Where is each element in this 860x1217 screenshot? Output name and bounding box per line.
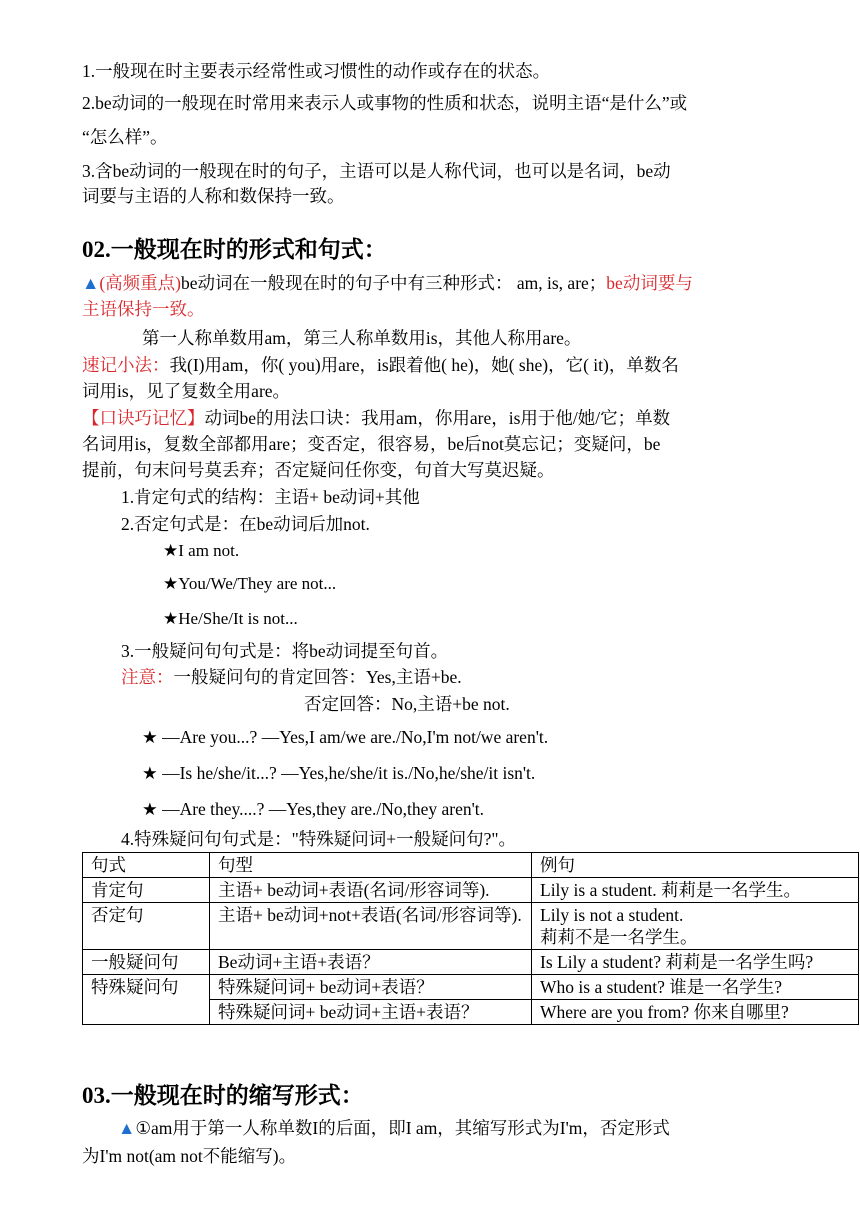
agreement-note: be动词要与 xyxy=(606,273,693,293)
contraction-line-2: 为I'm not(am not不能缩写)。 xyxy=(82,1146,297,1166)
intro-line-4: 3.含be动词的一般现在时的句子，主语可以是人称代词，也可以是名词，be动 xyxy=(82,161,671,181)
rule-affirmative: 1.肯定句式的结构：主语+ be动词+其他 xyxy=(121,487,420,507)
table-cell: 主语+ be动词+not+表语(名词/形容词等). xyxy=(210,903,532,950)
table-cell: 肯定句 xyxy=(83,878,210,903)
question-example-3: ★ —Are they....? —Yes,they are./No,they aren't. xyxy=(142,799,485,819)
be-forms-text: be动词在一般现在时的句子中有三种形式： am, is, are； xyxy=(180,273,607,293)
quick-memory-line xyxy=(82,354,679,376)
high-frequency-line xyxy=(82,272,693,294)
intro-line-2: 2.be动词的一般现在时常用来表示人或事物的性质和状态，说明主语“是什么”或 xyxy=(82,93,688,113)
contraction-text: ①am用于第一人称单数I的后面，即I am，其缩写形式为I'm，否定形式 xyxy=(135,1118,670,1138)
mnemonic-line xyxy=(82,407,670,429)
table-header-row xyxy=(83,853,859,878)
quick-memory-label: 速记小法： xyxy=(82,355,170,375)
agreement-note-cont: 主语保持一致。 xyxy=(82,299,205,319)
table-row xyxy=(83,878,859,903)
section-02-title: 02.一般现在时的形式和句式： xyxy=(82,237,387,262)
table-cell: 特殊疑问句 xyxy=(83,975,210,1025)
table-cell: Be动词+主语+表语？ xyxy=(210,950,532,975)
intro-line-3: “怎么样”。 xyxy=(82,127,168,147)
section-03-title: 03.一般现在时的缩写形式： xyxy=(82,1083,364,1108)
contraction-line-1 xyxy=(118,1117,670,1139)
table-cell: 一般疑问句 xyxy=(83,950,210,975)
table-row xyxy=(83,903,859,950)
sentence-pattern-table xyxy=(82,852,859,1025)
table-cell-line: Lily is not a student. xyxy=(540,905,684,925)
quick-memory-cont: 词用is，见了复数全用are。 xyxy=(82,381,291,401)
table-cell: Is Lily a student? 莉莉是一名学生吗? xyxy=(532,950,859,975)
question-example-1: ★ —Are you...? —Yes,I am/we are./No,I'm not/we aren't. xyxy=(142,727,549,747)
note-negative-answer: 否定回答：No,主语+be not. xyxy=(304,694,510,714)
table-cell: Lily is a student. 莉莉是一名学生。 xyxy=(532,878,859,903)
intro-line-1: 1.一般现在时主要表示经常性或习惯性的动作或存在的状态。 xyxy=(82,61,551,81)
table-header: 句式 xyxy=(83,853,210,878)
negative-example-2: ★You/We/They are not... xyxy=(163,574,337,593)
negative-example-3: ★He/She/It is not... xyxy=(163,609,298,628)
question-example-2: ★ —Is he/she/it...? —Yes,he/she/it is./No,he/she/it isn't. xyxy=(142,763,536,783)
table-header: 例句 xyxy=(532,853,859,878)
mnemonic-text: 动词be的用法口诀：我用am，你用are，is用于他/她/它；单数 xyxy=(204,408,671,428)
note-text: 一般疑问句的肯定回答：Yes,主语+be. xyxy=(173,667,462,687)
person-rule: 第一人称单数用am，第三人称单数用is，其他人称用are。 xyxy=(142,328,582,348)
table-cell: Who is a student? 谁是一名学生? xyxy=(532,975,859,1000)
table-header: 句型 xyxy=(210,853,532,878)
triangle-icon: ▲ xyxy=(82,273,100,293)
table-cell: Where are you from? 你来自哪里? xyxy=(532,1000,859,1025)
table-cell: 特殊疑问词+ be动词+表语？ xyxy=(210,975,532,1000)
table-cell-line: 莉莉不是一名学生。 xyxy=(540,927,698,947)
rule-question: 3.一般疑问句句式是：将be动词提至句首。 xyxy=(121,641,449,661)
table-row xyxy=(83,975,859,1000)
note-line xyxy=(121,666,462,688)
quick-memory-text: 我(I)用am，你( you)用are，is跟着他( he)，她( she)，它( it)，单数名 xyxy=(169,355,679,375)
high-frequency-label: (高频重点) xyxy=(99,273,181,293)
rule-negative: 2.否定句式是：在be动词后加not. xyxy=(121,514,370,534)
table-cell: 主语+ be动词+表语(名词/形容词等). xyxy=(210,878,532,903)
table-cell: 否定句 xyxy=(83,903,210,950)
triangle-icon: ▲ xyxy=(118,1118,136,1138)
table-row xyxy=(83,950,859,975)
negative-example-1: ★I am not. xyxy=(163,541,240,560)
mnemonic-label: 【口诀巧记忆】 xyxy=(82,408,205,428)
intro-line-5: 词要与主语的人称和数保持一致。 xyxy=(82,186,345,206)
mnemonic-cont-1: 名词用is，复数全部都用are；变否定，很容易，be后not莫忘记；变疑问，be xyxy=(82,434,661,454)
note-label: 注意： xyxy=(121,667,174,687)
table-cell: 特殊疑问词+ be动词+主语+表语？ xyxy=(210,1000,532,1025)
mnemonic-cont-2: 提前，句末问号莫丢弃；否定疑问任你变，句首大写莫迟疑。 xyxy=(82,460,555,480)
table-cell xyxy=(532,903,859,950)
rule-special-question: 4.特殊疑问句句式是："特殊疑问词+一般疑问句?"。 xyxy=(121,829,517,849)
